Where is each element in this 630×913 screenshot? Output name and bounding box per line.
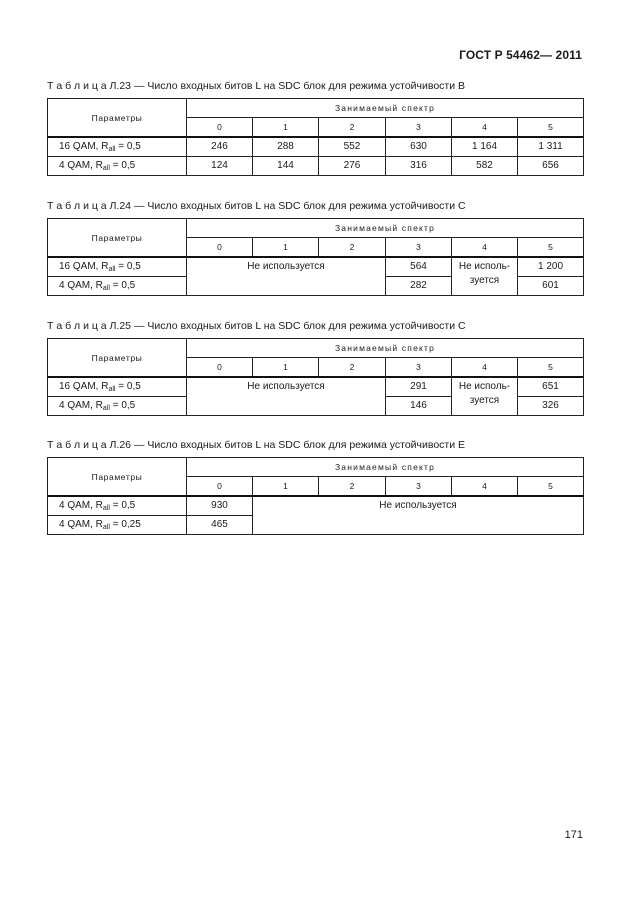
value-cell: 326: [518, 397, 584, 416]
params-header: Параметры: [48, 458, 187, 497]
value-cell: 282: [386, 277, 452, 296]
value-cell: 146: [386, 397, 452, 416]
column-header: 0: [187, 238, 253, 258]
spectrum-header: Занимаемый спектр: [187, 339, 584, 358]
value-cell: 246: [187, 137, 253, 157]
param-label: 4 QAM, $R_{all} = 0,5$: [48, 397, 187, 416]
page-number: 171: [564, 829, 583, 841]
column-header: 4: [452, 118, 518, 138]
value-cell: 465: [187, 516, 253, 535]
value-cell: 291: [386, 377, 452, 397]
table-row: [48, 496, 584, 516]
table-row: [48, 157, 584, 176]
not-used-cell: Не используется: [187, 377, 386, 416]
param-label: 4 QAM, $R_{all} = 0,5$: [48, 277, 187, 296]
spectrum-header: Занимаемый спектр: [187, 99, 584, 118]
column-header: 4: [452, 238, 518, 258]
table-23-caption: Т а б л и ц а Л.23 — Число входных битов L на SDC блок для режима устойчивости В: [47, 80, 466, 92]
value-cell: 630: [386, 137, 452, 157]
column-header: 4: [452, 477, 518, 497]
column-header: 5: [518, 358, 584, 378]
table-25: [47, 338, 584, 416]
not-used-cell: Не исполь- зуется: [452, 377, 518, 416]
table-25-caption: Т а б л и ц а Л.25 — Число входных битов L на SDC блок для режима устойчивости С: [47, 320, 466, 332]
column-header: 1: [253, 238, 319, 258]
not-used-cell: Не исполь- зуется: [452, 257, 518, 296]
column-header: 4: [452, 358, 518, 378]
params-header: Параметры: [48, 99, 187, 138]
table-23: [47, 98, 584, 176]
param-label: 4 QAM, $R_{all} = 0,5$: [48, 496, 187, 516]
params-header: Параметры: [48, 339, 187, 378]
value-cell: 564: [386, 257, 452, 277]
value-cell: 552: [319, 137, 386, 157]
table-row: [48, 137, 584, 157]
value-cell: 316: [386, 157, 452, 176]
param-label: 16 QAM, $R_{all} = 0,5$: [48, 137, 187, 157]
spectrum-header: Занимаемый спектр: [187, 458, 584, 477]
table-row: [48, 377, 584, 397]
value-cell: 930: [187, 496, 253, 516]
column-header: 5: [518, 118, 584, 138]
column-header: 1: [253, 358, 319, 378]
standard-header: ГОСТ Р 54462— 2011: [459, 48, 582, 62]
not-used-cell: Не используется: [253, 496, 584, 535]
column-header: 0: [187, 358, 253, 378]
value-cell: 601: [518, 277, 584, 296]
column-header: 5: [518, 477, 584, 497]
table-26-caption: Т а б л и ц а Л.26 — Число входных битов L на SDC блок для режима устойчивости Е: [47, 439, 466, 451]
spectrum-header: Занимаемый спектр: [187, 219, 584, 238]
value-cell: 1 200: [518, 257, 584, 277]
column-header: 3: [386, 238, 452, 258]
value-cell: 276: [319, 157, 386, 176]
column-header: 2: [319, 477, 386, 497]
value-cell: 651: [518, 377, 584, 397]
column-header: 0: [187, 477, 253, 497]
param-label: 16 QAM, $R_{all} = 0,5$: [48, 257, 187, 277]
table-row: [48, 257, 584, 277]
column-header: 1: [253, 118, 319, 138]
not-used-cell: Не используется: [187, 257, 386, 296]
column-header: 2: [319, 358, 386, 378]
column-header: 3: [386, 477, 452, 497]
column-header: 1: [253, 477, 319, 497]
value-cell: 656: [518, 157, 584, 176]
column-header: 5: [518, 238, 584, 258]
param-label: 16 QAM, $R_{all} = 0,5$: [48, 377, 187, 397]
column-header: 3: [386, 118, 452, 138]
value-cell: 582: [452, 157, 518, 176]
value-cell: 144: [253, 157, 319, 176]
param-label: 4 QAM, $R_{all} = 0,5$: [48, 157, 187, 176]
value-cell: 1 311: [518, 137, 584, 157]
param-label: 4 QAM, $R_{all} = 0,25$: [48, 516, 187, 535]
value-cell: 288: [253, 137, 319, 157]
table-26: [47, 457, 584, 535]
column-header: 2: [319, 118, 386, 138]
value-cell: 1 164: [452, 137, 518, 157]
column-header: 3: [386, 358, 452, 378]
column-header: 0: [187, 118, 253, 138]
table-24-caption: Т а б л и ц а Л.24 — Число входных битов L на SDC блок для режима устойчивости С: [47, 200, 466, 212]
table-24: [47, 218, 584, 296]
params-header: Параметры: [48, 219, 187, 258]
value-cell: 124: [187, 157, 253, 176]
column-header: 2: [319, 238, 386, 258]
